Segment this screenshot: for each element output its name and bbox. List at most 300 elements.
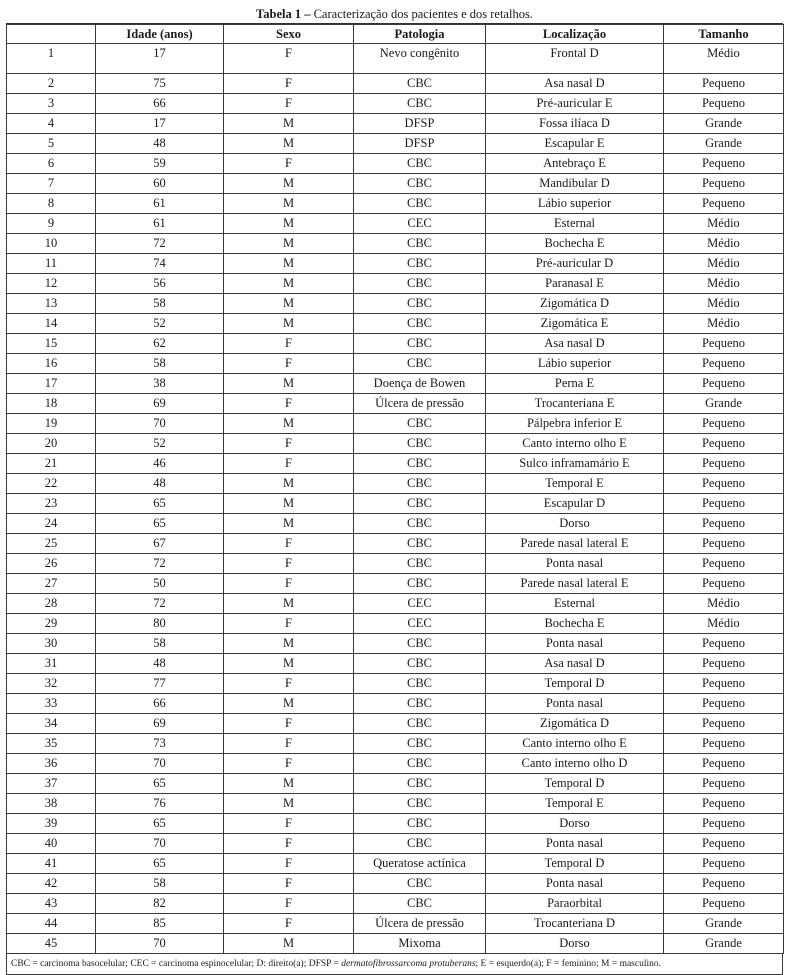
cell-patient-number: 11 xyxy=(7,254,96,274)
cell-patient-number: 32 xyxy=(7,674,96,694)
cell-location: Sulco inframamário E xyxy=(486,454,664,474)
cell-location: Canto interno olho D xyxy=(486,754,664,774)
cell-size: Médio xyxy=(664,214,784,234)
cell-pathology: CBC xyxy=(354,634,486,654)
cell-age: 69 xyxy=(96,714,224,734)
cell-sex: M xyxy=(224,374,354,394)
cell-pathology: CBC xyxy=(354,834,486,854)
cell-patient-number: 24 xyxy=(7,514,96,534)
cell-age: 70 xyxy=(96,754,224,774)
cell-location: Asa nasal D xyxy=(486,654,664,674)
cell-age: 70 xyxy=(96,414,224,434)
cell-size: Pequeno xyxy=(664,834,784,854)
table-row xyxy=(7,534,784,554)
cell-size: Pequeno xyxy=(664,354,784,374)
cell-pathology: CBC xyxy=(354,714,486,734)
table-row xyxy=(7,854,784,874)
cell-pathology: Úlcera de pressão xyxy=(354,914,486,934)
cell-pathology: CEC xyxy=(354,614,486,634)
cell-age: 56 xyxy=(96,274,224,294)
table-row xyxy=(7,514,784,534)
cell-sex: M xyxy=(224,134,354,154)
cell-patient-number: 26 xyxy=(7,554,96,574)
cell-pathology: CBC xyxy=(354,154,486,174)
cell-age: 77 xyxy=(96,674,224,694)
table-row xyxy=(7,474,784,494)
cell-sex: F xyxy=(224,354,354,374)
cell-location: Trocanteriana E xyxy=(486,394,664,414)
cell-sex: F xyxy=(224,454,354,474)
cell-sex: F xyxy=(224,914,354,934)
footnote-text-end: ; E = esquerdo(a); F = feminino; M = masculino. xyxy=(475,959,661,969)
cell-sex: M xyxy=(224,494,354,514)
header-pathology: Patologia xyxy=(354,25,486,44)
cell-age: 38 xyxy=(96,374,224,394)
table-row xyxy=(7,774,784,794)
cell-sex: M xyxy=(224,694,354,714)
cell-location: Ponta nasal xyxy=(486,554,664,574)
cell-patient-number: 10 xyxy=(7,234,96,254)
cell-pathology: CBC xyxy=(354,174,486,194)
table-row xyxy=(7,154,784,174)
cell-pathology: CBC xyxy=(354,294,486,314)
table-row xyxy=(7,194,784,214)
cell-patient-number: 43 xyxy=(7,894,96,914)
cell-patient-number: 35 xyxy=(7,734,96,754)
cell-sex: F xyxy=(224,434,354,454)
cell-age: 72 xyxy=(96,594,224,614)
footnote-text-start: CBC = carcinoma basocelular; CEC = carcinoma espinocelular; D: direito(a); DFSP = xyxy=(11,959,342,969)
cell-pathology: CBC xyxy=(354,674,486,694)
cell-sex: M xyxy=(224,794,354,814)
cell-patient-number: 40 xyxy=(7,834,96,854)
cell-sex: F xyxy=(224,674,354,694)
cell-location: Temporal D xyxy=(486,854,664,874)
table-row xyxy=(7,894,784,914)
table-row xyxy=(7,214,784,234)
cell-patient-number: 14 xyxy=(7,314,96,334)
cell-pathology: CBC xyxy=(354,754,486,774)
cell-pathology: Queratose actínica xyxy=(354,854,486,874)
cell-sex: F xyxy=(224,554,354,574)
cell-pathology: CBC xyxy=(354,234,486,254)
cell-pathology: DFSP xyxy=(354,114,486,134)
table-row xyxy=(7,594,784,614)
cell-sex: M xyxy=(224,594,354,614)
footnote-italic: dermatofibrossarcoma protuberans xyxy=(341,959,476,969)
cell-size: Pequeno xyxy=(664,74,784,94)
cell-age: 74 xyxy=(96,254,224,274)
cell-size: Pequeno xyxy=(664,754,784,774)
cell-pathology: CBC xyxy=(354,814,486,834)
cell-size: Grande xyxy=(664,394,784,414)
table-row xyxy=(7,754,784,774)
cell-patient-number: 45 xyxy=(7,934,96,954)
cell-patient-number: 19 xyxy=(7,414,96,434)
cell-size: Pequeno xyxy=(664,94,784,114)
table-row xyxy=(7,494,784,514)
cell-pathology: CBC xyxy=(354,414,486,434)
cell-location: Parede nasal lateral E xyxy=(486,574,664,594)
table-row xyxy=(7,274,784,294)
cell-age: 76 xyxy=(96,794,224,814)
cell-pathology: CBC xyxy=(354,314,486,334)
table-caption xyxy=(6,5,783,24)
cell-location: Asa nasal D xyxy=(486,334,664,354)
cell-age: 48 xyxy=(96,134,224,154)
cell-age: 72 xyxy=(96,234,224,254)
cell-location: Zigomática D xyxy=(486,294,664,314)
cell-location: Temporal E xyxy=(486,794,664,814)
cell-location: Bochecha E xyxy=(486,234,664,254)
cell-sex: M xyxy=(224,314,354,334)
cell-location: Lábio superior xyxy=(486,194,664,214)
cell-size: Pequeno xyxy=(664,334,784,354)
cell-sex: F xyxy=(224,154,354,174)
cell-pathology: CBC xyxy=(354,74,486,94)
header-size: Tamanho xyxy=(664,25,784,44)
cell-patient-number: 41 xyxy=(7,854,96,874)
table-row xyxy=(7,554,784,574)
cell-age: 73 xyxy=(96,734,224,754)
cell-location: Zigomática D xyxy=(486,714,664,734)
cell-age: 58 xyxy=(96,634,224,654)
cell-sex: M xyxy=(224,294,354,314)
cell-patient-number: 16 xyxy=(7,354,96,374)
cell-size: Pequeno xyxy=(664,174,784,194)
cell-age: 52 xyxy=(96,314,224,334)
cell-patient-number: 33 xyxy=(7,694,96,714)
cell-sex: M xyxy=(224,274,354,294)
cell-location: Esternal xyxy=(486,214,664,234)
cell-location: Pré-auricular E xyxy=(486,94,664,114)
cell-age: 58 xyxy=(96,294,224,314)
cell-patient-number: 22 xyxy=(7,474,96,494)
cell-sex: M xyxy=(224,514,354,534)
table-row xyxy=(7,734,784,754)
cell-sex: M xyxy=(224,234,354,254)
cell-age: 61 xyxy=(96,194,224,214)
cell-age: 58 xyxy=(96,354,224,374)
cell-size: Pequeno xyxy=(664,894,784,914)
cell-sex: M xyxy=(224,214,354,234)
cell-age: 65 xyxy=(96,494,224,514)
cell-location: Ponta nasal xyxy=(486,634,664,654)
cell-location: Bochecha E xyxy=(486,614,664,634)
cell-location: Canto interno olho E xyxy=(486,434,664,454)
cell-patient-number: 2 xyxy=(7,74,96,94)
cell-location: Ponta nasal xyxy=(486,834,664,854)
cell-age: 60 xyxy=(96,174,224,194)
cell-size: Pequeno xyxy=(664,734,784,754)
cell-size: Grande xyxy=(664,934,784,954)
cell-patient-number: 1 xyxy=(7,44,96,74)
cell-size: Grande xyxy=(664,114,784,134)
cell-location: Antebraço E xyxy=(486,154,664,174)
caption-label: Tabela 1 – xyxy=(256,7,311,21)
cell-sex: F xyxy=(224,574,354,594)
cell-location: Temporal D xyxy=(486,774,664,794)
table-row xyxy=(7,874,784,894)
table-row xyxy=(7,634,784,654)
table-row xyxy=(7,44,784,74)
cell-patient-number: 6 xyxy=(7,154,96,174)
cell-size: Médio xyxy=(664,314,784,334)
cell-sex: F xyxy=(224,754,354,774)
table-row xyxy=(7,714,784,734)
cell-patient-number: 39 xyxy=(7,814,96,834)
cell-age: 59 xyxy=(96,154,224,174)
cell-location: Frontal D xyxy=(486,44,664,74)
table-row xyxy=(7,94,784,114)
table-row xyxy=(7,334,784,354)
cell-location: Ponta nasal xyxy=(486,874,664,894)
cell-size: Pequeno xyxy=(664,534,784,554)
table-row xyxy=(7,234,784,254)
cell-patient-number: 17 xyxy=(7,374,96,394)
cell-size: Pequeno xyxy=(664,874,784,894)
cell-patient-number: 23 xyxy=(7,494,96,514)
cell-age: 17 xyxy=(96,114,224,134)
cell-pathology: CBC xyxy=(354,94,486,114)
cell-size: Pequeno xyxy=(664,794,784,814)
cell-size: Médio xyxy=(664,44,784,74)
cell-sex: F xyxy=(224,814,354,834)
cell-size: Pequeno xyxy=(664,654,784,674)
cell-size: Médio xyxy=(664,274,784,294)
cell-age: 69 xyxy=(96,394,224,414)
cell-patient-number: 29 xyxy=(7,614,96,634)
cell-patient-number: 25 xyxy=(7,534,96,554)
cell-size: Grande xyxy=(664,914,784,934)
cell-size: Pequeno xyxy=(664,414,784,434)
cell-age: 52 xyxy=(96,434,224,454)
cell-patient-number: 4 xyxy=(7,114,96,134)
cell-pathology: CBC xyxy=(354,254,486,274)
table-row xyxy=(7,354,784,374)
patients-table xyxy=(6,24,784,954)
cell-age: 80 xyxy=(96,614,224,634)
cell-age: 65 xyxy=(96,854,224,874)
cell-location: Mandibular D xyxy=(486,174,664,194)
cell-location: Asa nasal D xyxy=(486,74,664,94)
cell-age: 58 xyxy=(96,874,224,894)
cell-pathology: CBC xyxy=(354,554,486,574)
cell-pathology: CBC xyxy=(354,794,486,814)
cell-size: Médio xyxy=(664,294,784,314)
cell-patient-number: 42 xyxy=(7,874,96,894)
cell-age: 85 xyxy=(96,914,224,934)
table-row xyxy=(7,614,784,634)
table-row xyxy=(7,294,784,314)
cell-sex: F xyxy=(224,714,354,734)
cell-size: Pequeno xyxy=(664,374,784,394)
table-row xyxy=(7,574,784,594)
cell-patient-number: 7 xyxy=(7,174,96,194)
cell-location: Dorso xyxy=(486,514,664,534)
table-row xyxy=(7,174,784,194)
cell-size: Pequeno xyxy=(664,434,784,454)
cell-sex: F xyxy=(224,834,354,854)
cell-size: Médio xyxy=(664,234,784,254)
cell-pathology: Doença de Bowen xyxy=(354,374,486,394)
cell-size: Pequeno xyxy=(664,714,784,734)
table-row xyxy=(7,74,784,94)
cell-pathology: CBC xyxy=(354,514,486,534)
cell-sex: F xyxy=(224,44,354,74)
cell-sex: F xyxy=(224,74,354,94)
cell-location: Pálpebra inferior E xyxy=(486,414,664,434)
table-row xyxy=(7,254,784,274)
cell-age: 66 xyxy=(96,94,224,114)
cell-patient-number: 30 xyxy=(7,634,96,654)
cell-sex: F xyxy=(224,394,354,414)
cell-size: Pequeno xyxy=(664,474,784,494)
cell-location: Pré-auricular D xyxy=(486,254,664,274)
cell-pathology: Úlcera de pressão xyxy=(354,394,486,414)
cell-pathology: CBC xyxy=(354,494,486,514)
cell-patient-number: 15 xyxy=(7,334,96,354)
cell-age: 65 xyxy=(96,514,224,534)
cell-sex: F xyxy=(224,854,354,874)
cell-size: Médio xyxy=(664,614,784,634)
cell-patient-number: 5 xyxy=(7,134,96,154)
table-row xyxy=(7,434,784,454)
cell-pathology: CBC xyxy=(354,654,486,674)
cell-age: 48 xyxy=(96,474,224,494)
header-sex: Sexo xyxy=(224,25,354,44)
cell-age: 65 xyxy=(96,814,224,834)
cell-pathology: CBC xyxy=(354,474,486,494)
table-row xyxy=(7,394,784,414)
table-row xyxy=(7,114,784,134)
cell-age: 65 xyxy=(96,774,224,794)
table-row xyxy=(7,134,784,154)
cell-age: 50 xyxy=(96,574,224,594)
cell-size: Pequeno xyxy=(664,154,784,174)
cell-age: 17 xyxy=(96,44,224,74)
cell-patient-number: 18 xyxy=(7,394,96,414)
table-row xyxy=(7,314,784,334)
cell-patient-number: 38 xyxy=(7,794,96,814)
cell-age: 66 xyxy=(96,694,224,714)
cell-patient-number: 27 xyxy=(7,574,96,594)
cell-location: Trocanteriana D xyxy=(486,914,664,934)
cell-age: 61 xyxy=(96,214,224,234)
cell-size: Grande xyxy=(664,134,784,154)
cell-pathology: Mixoma xyxy=(354,934,486,954)
cell-sex: F xyxy=(224,874,354,894)
cell-patient-number: 31 xyxy=(7,654,96,674)
cell-location: Canto interno olho E xyxy=(486,734,664,754)
cell-pathology: CBC xyxy=(354,534,486,554)
cell-size: Pequeno xyxy=(664,554,784,574)
cell-sex: M xyxy=(224,634,354,654)
table-row xyxy=(7,914,784,934)
cell-location: Perna E xyxy=(486,374,664,394)
cell-patient-number: 8 xyxy=(7,194,96,214)
table-footnote xyxy=(6,954,783,975)
header-location: Localização xyxy=(486,25,664,44)
table-header-row xyxy=(7,25,784,44)
cell-age: 72 xyxy=(96,554,224,574)
table-row xyxy=(7,374,784,394)
cell-age: 70 xyxy=(96,934,224,954)
cell-location: Temporal E xyxy=(486,474,664,494)
cell-location: Parede nasal lateral E xyxy=(486,534,664,554)
cell-pathology: CBC xyxy=(354,454,486,474)
cell-age: 67 xyxy=(96,534,224,554)
cell-pathology: CEC xyxy=(354,594,486,614)
cell-sex: F xyxy=(224,534,354,554)
cell-sex: F xyxy=(224,334,354,354)
cell-sex: M xyxy=(224,474,354,494)
cell-patient-number: 13 xyxy=(7,294,96,314)
cell-patient-number: 3 xyxy=(7,94,96,114)
cell-size: Pequeno xyxy=(664,574,784,594)
table-body xyxy=(7,44,784,954)
cell-size: Pequeno xyxy=(664,814,784,834)
cell-age: 75 xyxy=(96,74,224,94)
cell-size: Pequeno xyxy=(664,694,784,714)
cell-pathology: CBC xyxy=(354,894,486,914)
cell-pathology: CBC xyxy=(354,194,486,214)
cell-sex: F xyxy=(224,894,354,914)
table-row xyxy=(7,654,784,674)
header-age: Idade (anos) xyxy=(96,25,224,44)
cell-size: Pequeno xyxy=(664,494,784,514)
table-row xyxy=(7,934,784,954)
table-row xyxy=(7,414,784,434)
cell-age: 62 xyxy=(96,334,224,354)
cell-location: Escapular D xyxy=(486,494,664,514)
cell-sex: M xyxy=(224,654,354,674)
cell-patient-number: 20 xyxy=(7,434,96,454)
cell-pathology: DFSP xyxy=(354,134,486,154)
cell-sex: M xyxy=(224,414,354,434)
cell-sex: M xyxy=(224,194,354,214)
cell-patient-number: 21 xyxy=(7,454,96,474)
cell-location: Paranasal E xyxy=(486,274,664,294)
cell-location: Fossa ilíaca D xyxy=(486,114,664,134)
cell-pathology: CBC xyxy=(354,334,486,354)
table-row xyxy=(7,794,784,814)
cell-patient-number: 12 xyxy=(7,274,96,294)
cell-pathology: CBC xyxy=(354,274,486,294)
cell-size: Pequeno xyxy=(664,674,784,694)
cell-age: 48 xyxy=(96,654,224,674)
cell-patient-number: 36 xyxy=(7,754,96,774)
cell-patient-number: 34 xyxy=(7,714,96,734)
cell-pathology: CBC xyxy=(354,434,486,454)
cell-size: Médio xyxy=(664,594,784,614)
cell-location: Esternal xyxy=(486,594,664,614)
cell-age: 46 xyxy=(96,454,224,474)
header-index xyxy=(7,25,96,44)
cell-age: 70 xyxy=(96,834,224,854)
cell-location: Dorso xyxy=(486,934,664,954)
cell-patient-number: 44 xyxy=(7,914,96,934)
cell-size: Pequeno xyxy=(664,634,784,654)
table-row xyxy=(7,454,784,474)
cell-pathology: CBC xyxy=(354,694,486,714)
cell-pathology: CBC xyxy=(354,874,486,894)
cell-pathology: Nevo congênito xyxy=(354,44,486,74)
cell-patient-number: 28 xyxy=(7,594,96,614)
cell-location: Escapular E xyxy=(486,134,664,154)
cell-location: Lábio superior xyxy=(486,354,664,374)
cell-location: Dorso xyxy=(486,814,664,834)
